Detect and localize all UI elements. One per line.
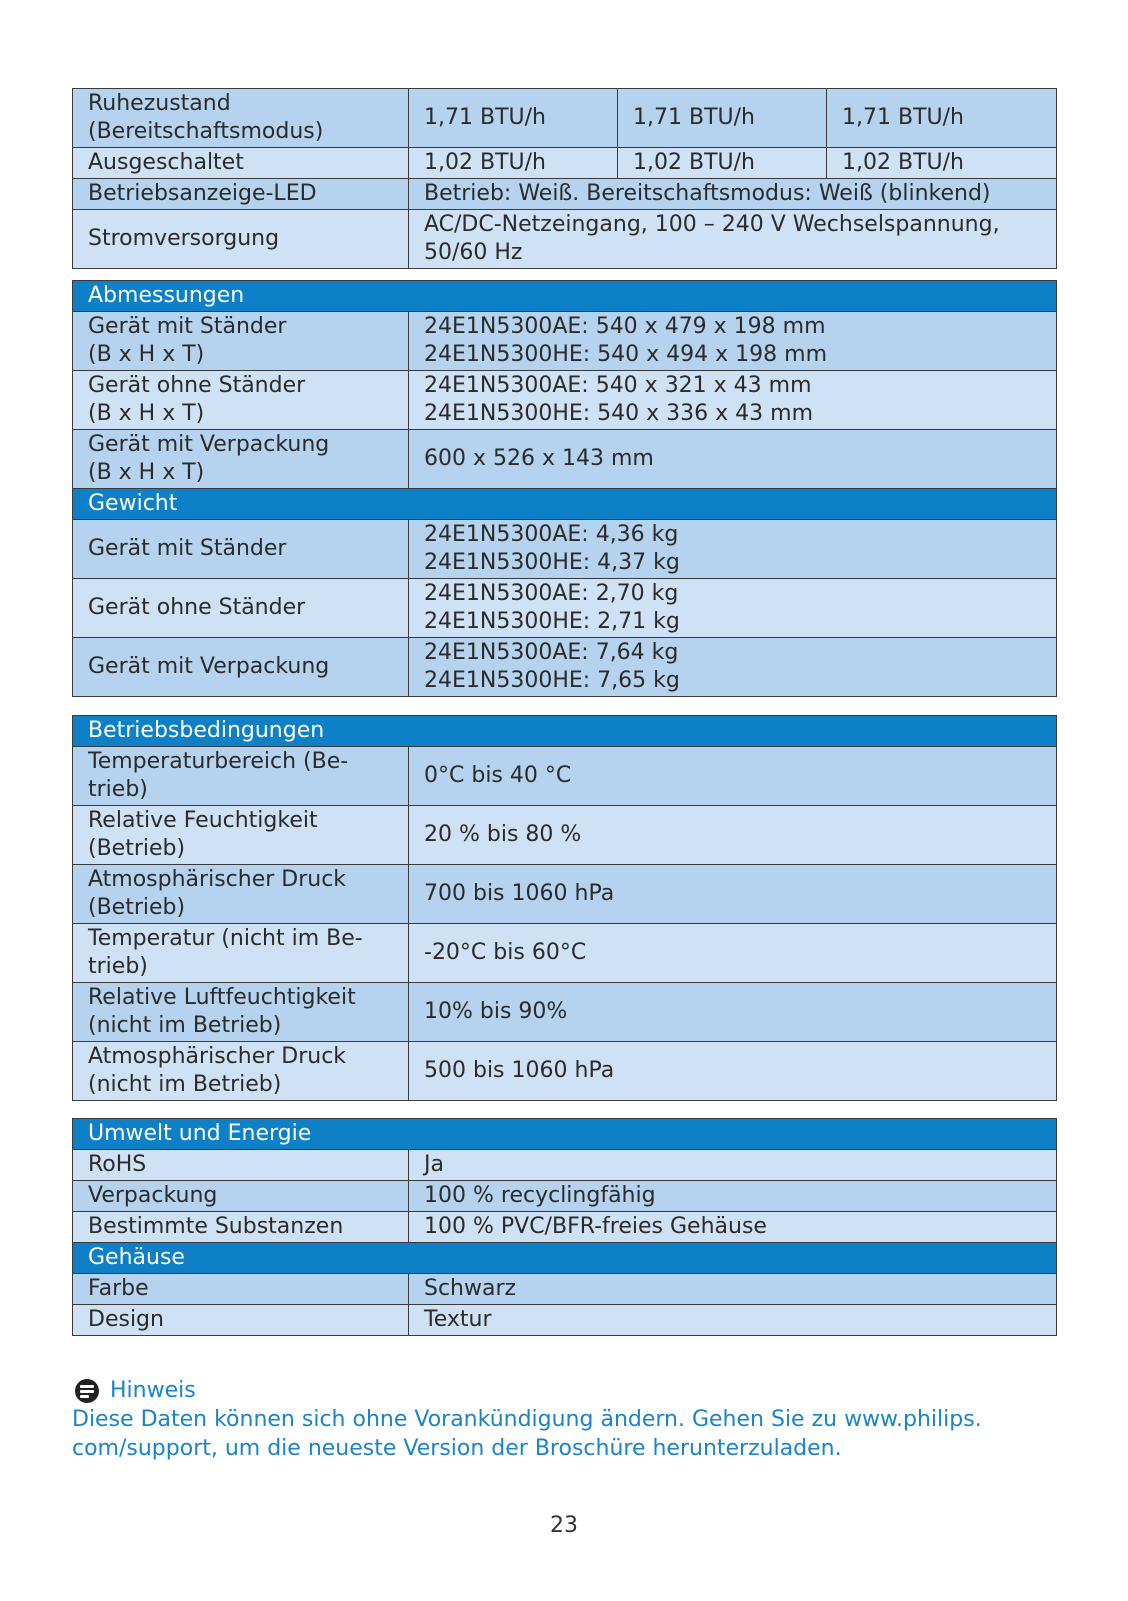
page-number: 23	[550, 1513, 578, 1538]
row-value: 600 x 526 x 143 mm	[409, 430, 1057, 489]
row-label: Gerät mit Ständer	[73, 520, 409, 579]
section-header	[73, 489, 1057, 520]
row-value: 500 bis 1060 hPa	[409, 1042, 1057, 1101]
section-header	[73, 716, 1057, 747]
row-label: Design	[73, 1305, 409, 1336]
table-row	[73, 179, 1057, 210]
row-value: 700 bis 1060 hPa	[409, 865, 1057, 924]
row-value: 0°C bis 40 °C	[409, 747, 1057, 806]
row-label: Temperatur (nicht im Be- trieb)	[73, 924, 409, 983]
operating-conditions-table	[72, 715, 1057, 1101]
table-row	[73, 983, 1057, 1042]
row-value: Ja	[409, 1150, 1057, 1181]
row-label: Temperaturbereich (Be- trieb)	[73, 747, 409, 806]
table-row	[73, 89, 1057, 148]
section-title: Gehäuse	[73, 1243, 1057, 1274]
table-row	[73, 579, 1057, 638]
section-header	[73, 1119, 1057, 1150]
row-label: Verpackung	[73, 1181, 409, 1212]
row-label: Relative Feuchtigkeit (Betrieb)	[73, 806, 409, 865]
row-label: Stromversorgung	[73, 210, 409, 269]
row-value: 24E1N5300AE: 2,70 kg 24E1N5300HE: 2,71 kg	[409, 579, 1057, 638]
row-label: Gerät ohne Ständer	[73, 579, 409, 638]
row-label: Gerät ohne Ständer (B x H x T)	[73, 371, 409, 430]
section-title: Gewicht	[73, 489, 1057, 520]
table-row	[73, 1305, 1057, 1336]
row-value: 1,71 BTU/h	[409, 89, 618, 148]
table-row	[73, 1212, 1057, 1243]
table-row	[73, 371, 1057, 430]
table-row	[73, 1181, 1057, 1212]
table-row	[73, 430, 1057, 489]
note-header	[74, 1376, 1062, 1405]
row-label: Farbe	[73, 1274, 409, 1305]
section-header	[73, 281, 1057, 312]
row-value: 100 % recyclingfähig	[409, 1181, 1057, 1212]
dimensions-weight-table	[72, 280, 1057, 697]
table-row	[73, 747, 1057, 806]
row-value: Textur	[409, 1305, 1057, 1336]
row-value: 1,71 BTU/h	[618, 89, 827, 148]
power-table	[72, 88, 1057, 269]
table-row	[73, 924, 1057, 983]
row-label: Atmosphärischer Druck (nicht im Betrieb)	[73, 1042, 409, 1101]
section-title: Abmessungen	[73, 281, 1057, 312]
table-row	[73, 1274, 1057, 1305]
row-value: 20 % bis 80 %	[409, 806, 1057, 865]
row-value: 1,02 BTU/h	[618, 148, 827, 179]
table-row	[73, 1042, 1057, 1101]
row-value: AC/DC-Netzeingang, 100 – 240 V Wechselspannung, 50/60 Hz	[409, 210, 1057, 269]
section-header	[73, 1243, 1057, 1274]
row-value: 24E1N5300AE: 540 x 321 x 43 mm 24E1N5300HE: 540 x 336 x 43 mm	[409, 371, 1057, 430]
row-value: Betrieb: Weiß. Bereitschaftsmodus: Weiß (blinkend)	[409, 179, 1057, 210]
row-value: 1,02 BTU/h	[827, 148, 1057, 179]
table-row	[73, 1150, 1057, 1181]
row-label: Gerät mit Ständer (B x H x T)	[73, 312, 409, 371]
environment-housing-table	[72, 1118, 1057, 1336]
row-value: 24E1N5300AE: 540 x 479 x 198 mm 24E1N5300HE: 540 x 494 x 198 mm	[409, 312, 1057, 371]
row-label: Ruhezustand (Bereitschaftsmodus)	[73, 89, 409, 148]
row-label: Atmosphärischer Druck (Betrieb)	[73, 865, 409, 924]
row-value: 24E1N5300AE: 7,64 kg 24E1N5300HE: 7,65 kg	[409, 638, 1057, 697]
row-label: Bestimmte Substanzen	[73, 1212, 409, 1243]
row-label: Gerät mit Verpackung	[73, 638, 409, 697]
row-label: Relative Luftfeuchtigkeit (nicht im Betrieb)	[73, 983, 409, 1042]
table-row	[73, 638, 1057, 697]
table-row	[73, 806, 1057, 865]
note-box	[72, 1376, 1062, 1463]
row-value: 1,02 BTU/h	[409, 148, 618, 179]
row-value: 100 % PVC/BFR-freies Gehäuse	[409, 1212, 1057, 1243]
note-text: Diese Daten können sich ohne Vorankündigung ändern. Gehen Sie zu www.philips. com/support, um die neueste Version der Broschüre herunterzuladen.	[72, 1407, 982, 1461]
row-label: Ausgeschaltet	[73, 148, 409, 179]
table-row	[73, 865, 1057, 924]
note-title: Hinweis	[110, 1378, 196, 1403]
row-value: 1,71 BTU/h	[827, 89, 1057, 148]
row-label: Betriebsanzeige-LED	[73, 179, 409, 210]
row-value: -20°C bis 60°C	[409, 924, 1057, 983]
row-value: 10% bis 90%	[409, 983, 1057, 1042]
row-value: 24E1N5300AE: 4,36 kg 24E1N5300HE: 4,37 kg	[409, 520, 1057, 579]
note-icon	[74, 1378, 100, 1404]
table-row	[73, 210, 1057, 269]
row-value: Schwarz	[409, 1274, 1057, 1305]
table-row	[73, 312, 1057, 371]
section-title: Umwelt und Energie	[73, 1119, 1057, 1150]
section-title: Betriebsbedingungen	[73, 716, 1057, 747]
row-label: Gerät mit Verpackung (B x H x T)	[73, 430, 409, 489]
row-label: RoHS	[73, 1150, 409, 1181]
table-row	[73, 520, 1057, 579]
table-row	[73, 148, 1057, 179]
